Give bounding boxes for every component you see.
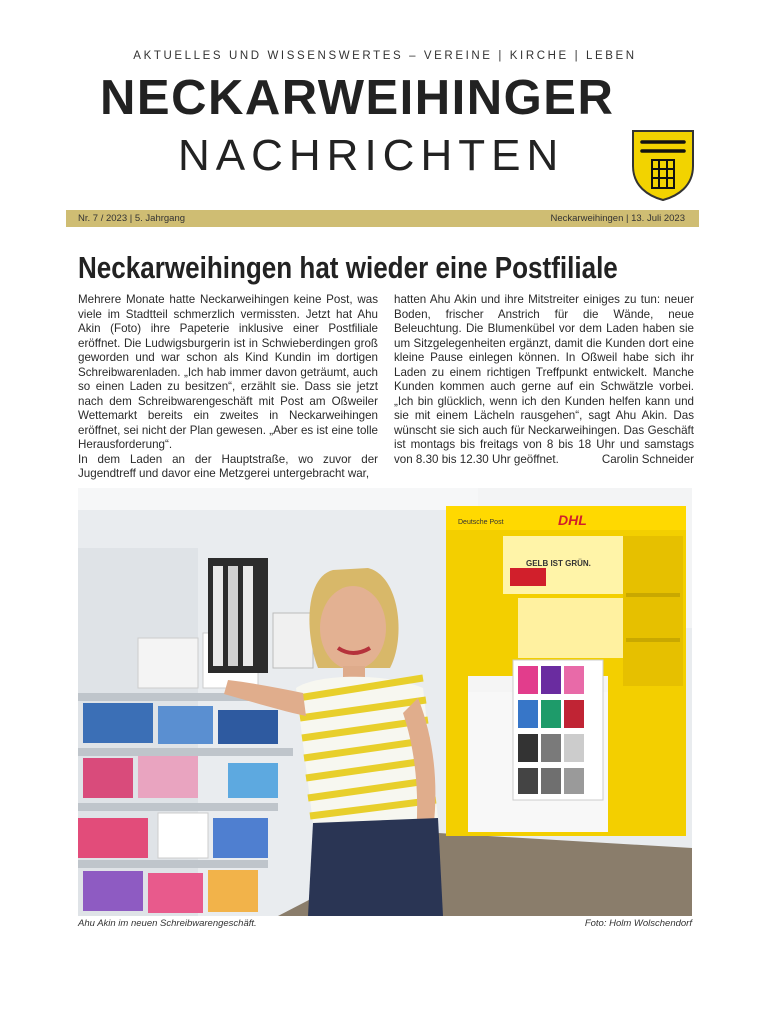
article-column-2: [394, 293, 694, 467]
issue-number: Nr. 7 / 2023 | 5. Jahrgang: [78, 213, 186, 224]
article-paragraph: In dem Laden an der Hauptstraße, wo zuvor der Jugendtreff und davor eine Metzgerei untergebracht war,: [78, 452, 378, 480]
photo-caption: Ahu Akin im neuen Schreibwarengeschäft.: [78, 918, 257, 929]
article-column-1: [78, 293, 378, 482]
poster-text: GELB IST GRÜN.: [526, 559, 591, 568]
dhl-sign: DHL: [558, 512, 587, 528]
masthead-title: NECKARWEIHINGER: [100, 71, 615, 125]
article-photo: [78, 488, 692, 916]
photo-credit: Foto: Holm Wolschendorf: [584, 918, 692, 929]
issue-info-bar: [66, 210, 699, 227]
masthead-subtitle: NACHRICHTEN: [178, 131, 565, 180]
article-paragraph: Mehrere Monate hatte Neckarweihingen keine Post, was viele im Stadtteil schmerzlich vermissten. Jetzt hat Ahu Akin (Foto) ihre Papeterie inklusive einer Postfiliale eröffnet. Die Ludwigsburgerin ist in Schwieberdingen groß geworden und war schon als Kind Kundin im dortigen Schreibwarenladen. „Ich hab immer davon geträumt, auch so einen Laden zu besitzen“, erzählt sie. Dass sie jetzt nach dem Schreibwarengeschäft mit Post am Oßweiler Wettemarkt bereits ein zweites in Neckarweihingen eröffnet, sei nicht der Plan gewesen. „Aber es ist eine tolle Herausforderung“.: [78, 293, 378, 451]
place-date: Neckarweihingen | 13. Juli 2023: [550, 213, 685, 224]
article-paragraph: hatten Ahu Akin und ihre Mitstreiter einiges zu tun: neuer Boden, frischer Anstrich für die Wände, neue Beleuchtung. Die Blumenkübel vor dem Laden haben sie um Sitzgelegenheiten ergänzt, damit die Kunden dort eine kleine Pause einlegen können. In Oßweil habe sich ihr Laden zu einem richtigen Treffpunkt entwickelt. Manche Kunden kommen auch gerne auf ein Schwätzle vorbei. „Ich bin glücklich, wenn ich den Kunden helfen kann und sie mit einem Lächeln rausgehen“, sagt Ahu Akin. Das wünscht sie sich auch für Neckarweihingen. Das Geschäft ist montags bis freitags von 8 bis 18 Uhr und samstags von 8.30 bis 12.30 Uhr geöffnet.: [394, 293, 694, 466]
deutsche-post-sign: Deutsche Post: [458, 519, 504, 526]
coat-of-arms-icon: [630, 128, 696, 202]
masthead-topline: AKTUELLES UND WISSENSWERTES – VEREINE | KIRCHE | LEBEN: [133, 50, 637, 62]
article-headline: Neckarweihingen hat wieder eine Postfiliale: [78, 250, 618, 285]
article-author: Carolin Schneider: [601, 452, 694, 466]
